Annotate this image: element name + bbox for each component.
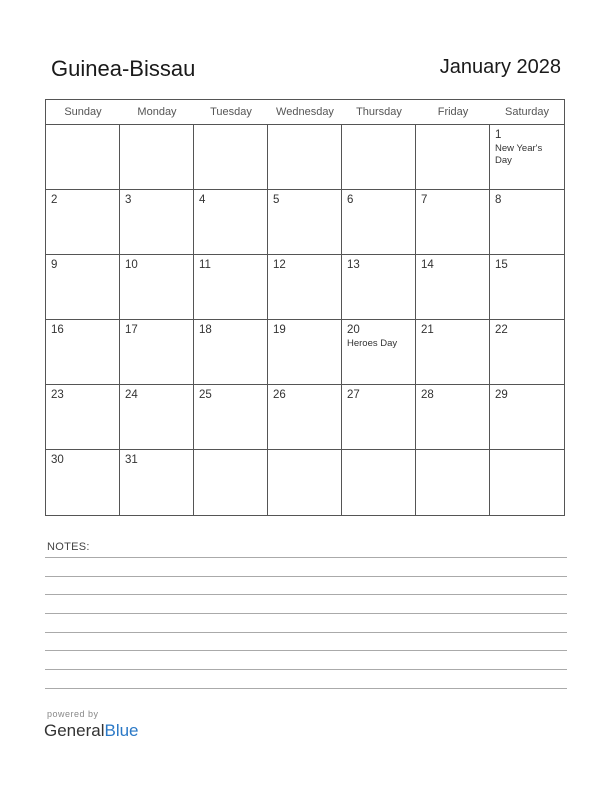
calendar-day-cell[interactable] bbox=[268, 450, 342, 515]
calendar-day-cell[interactable] bbox=[342, 320, 416, 385]
weekday-header: Tuesday bbox=[194, 100, 268, 125]
calendar-day-cell[interactable] bbox=[120, 190, 194, 255]
calendar-day-cell[interactable] bbox=[46, 255, 120, 320]
calendar-day-cell[interactable] bbox=[120, 125, 194, 190]
notes-line bbox=[45, 557, 567, 558]
day-number: 31 bbox=[125, 454, 138, 466]
notes-line bbox=[45, 650, 567, 651]
day-number: 17 bbox=[125, 324, 138, 336]
powered-by-text: powered by bbox=[47, 709, 99, 719]
calendar-day-cell[interactable] bbox=[194, 255, 268, 320]
calendar-day-cell[interactable] bbox=[194, 190, 268, 255]
brand-logo[interactable] bbox=[44, 721, 139, 741]
weekday-header: Thursday bbox=[342, 100, 416, 125]
day-number: 7 bbox=[421, 194, 428, 206]
day-number: 8 bbox=[495, 194, 502, 206]
calendar-country-title: Guinea-Bissau bbox=[51, 56, 196, 81]
holiday-label: Heroes Day bbox=[347, 338, 398, 349]
calendar-day-cell[interactable] bbox=[416, 320, 490, 385]
calendar-day-cell[interactable] bbox=[46, 385, 120, 450]
calendar-day-cell[interactable] bbox=[46, 320, 120, 385]
calendar-day-cell[interactable] bbox=[194, 385, 268, 450]
calendar-day-cell[interactable] bbox=[490, 125, 564, 190]
calendar-month-title: January 2028 bbox=[439, 56, 561, 78]
calendar-day-cell[interactable] bbox=[490, 255, 564, 320]
day-number: 11 bbox=[199, 259, 211, 271]
notes-line bbox=[45, 632, 567, 633]
notes-line bbox=[45, 576, 567, 577]
day-number: 25 bbox=[199, 389, 212, 401]
day-number: 4 bbox=[199, 194, 206, 206]
day-number: 13 bbox=[347, 259, 360, 271]
calendar-day-cell[interactable] bbox=[342, 125, 416, 190]
day-number: 27 bbox=[347, 389, 360, 401]
calendar-day-cell[interactable] bbox=[268, 125, 342, 190]
day-number: 10 bbox=[125, 259, 138, 271]
calendar-day-cell[interactable] bbox=[194, 125, 268, 190]
calendar-day-cell[interactable] bbox=[120, 255, 194, 320]
notes-line bbox=[45, 688, 567, 689]
day-number: 2 bbox=[51, 194, 58, 206]
weekday-header: Monday bbox=[120, 100, 194, 125]
day-number: 15 bbox=[495, 259, 508, 271]
day-number: 9 bbox=[51, 259, 58, 271]
calendar-day-cell[interactable] bbox=[268, 385, 342, 450]
calendar-day-cell[interactable] bbox=[268, 320, 342, 385]
calendar-grid bbox=[45, 99, 565, 516]
day-number: 1 bbox=[495, 129, 502, 141]
calendar-day-cell[interactable] bbox=[416, 190, 490, 255]
weekday-header: Wednesday bbox=[268, 100, 342, 125]
notes-label: NOTES: bbox=[47, 541, 90, 553]
calendar-day-cell[interactable] bbox=[46, 450, 120, 515]
day-number: 26 bbox=[273, 389, 286, 401]
calendar-day-cell[interactable] bbox=[342, 255, 416, 320]
day-number: 18 bbox=[199, 324, 212, 336]
day-number: 22 bbox=[495, 324, 508, 336]
brand-general-text: General bbox=[44, 721, 105, 740]
calendar-day-cell[interactable] bbox=[490, 385, 564, 450]
calendar-day-cell[interactable] bbox=[490, 190, 564, 255]
day-number: 3 bbox=[125, 194, 132, 206]
day-number: 30 bbox=[51, 454, 64, 466]
calendar-day-cell[interactable] bbox=[416, 450, 490, 515]
weekday-header: Saturday bbox=[490, 100, 564, 125]
day-number: 14 bbox=[421, 259, 434, 271]
day-number: 20 bbox=[347, 324, 360, 336]
notes-line bbox=[45, 613, 567, 614]
day-number: 29 bbox=[495, 389, 508, 401]
calendar-day-cell[interactable] bbox=[490, 320, 564, 385]
calendar-day-cell[interactable] bbox=[268, 190, 342, 255]
calendar-day-cell[interactable] bbox=[194, 450, 268, 515]
calendar-day-cell[interactable] bbox=[46, 190, 120, 255]
calendar-day-cell[interactable] bbox=[416, 385, 490, 450]
day-number: 19 bbox=[273, 324, 286, 336]
brand-blue-text: Blue bbox=[104, 721, 139, 740]
calendar-day-cell[interactable] bbox=[120, 385, 194, 450]
weekday-header: Friday bbox=[416, 100, 490, 125]
calendar-day-cell[interactable] bbox=[120, 450, 194, 515]
notes-line bbox=[45, 594, 567, 595]
day-number: 5 bbox=[273, 194, 280, 206]
day-number: 24 bbox=[125, 389, 138, 401]
calendar-day-cell[interactable] bbox=[342, 190, 416, 255]
calendar-day-cell[interactable] bbox=[490, 450, 564, 515]
calendar-day-cell[interactable] bbox=[194, 320, 268, 385]
day-number: 21 bbox=[421, 324, 434, 336]
calendar-day-cell[interactable] bbox=[46, 125, 120, 190]
calendar-day-cell[interactable] bbox=[120, 320, 194, 385]
weekday-header: Sunday bbox=[46, 100, 120, 125]
day-number: 12 bbox=[273, 259, 286, 271]
day-number: 16 bbox=[51, 324, 64, 336]
calendar-day-cell[interactable] bbox=[268, 255, 342, 320]
calendar-day-cell[interactable] bbox=[416, 125, 490, 190]
day-number: 28 bbox=[421, 389, 434, 401]
day-number: 6 bbox=[347, 194, 354, 206]
calendar-day-cell[interactable] bbox=[342, 450, 416, 515]
notes-line bbox=[45, 669, 567, 670]
calendar-day-cell[interactable] bbox=[342, 385, 416, 450]
holiday-label: New Year's Day bbox=[495, 143, 543, 166]
day-number: 23 bbox=[51, 389, 64, 401]
calendar-day-cell[interactable] bbox=[416, 255, 490, 320]
